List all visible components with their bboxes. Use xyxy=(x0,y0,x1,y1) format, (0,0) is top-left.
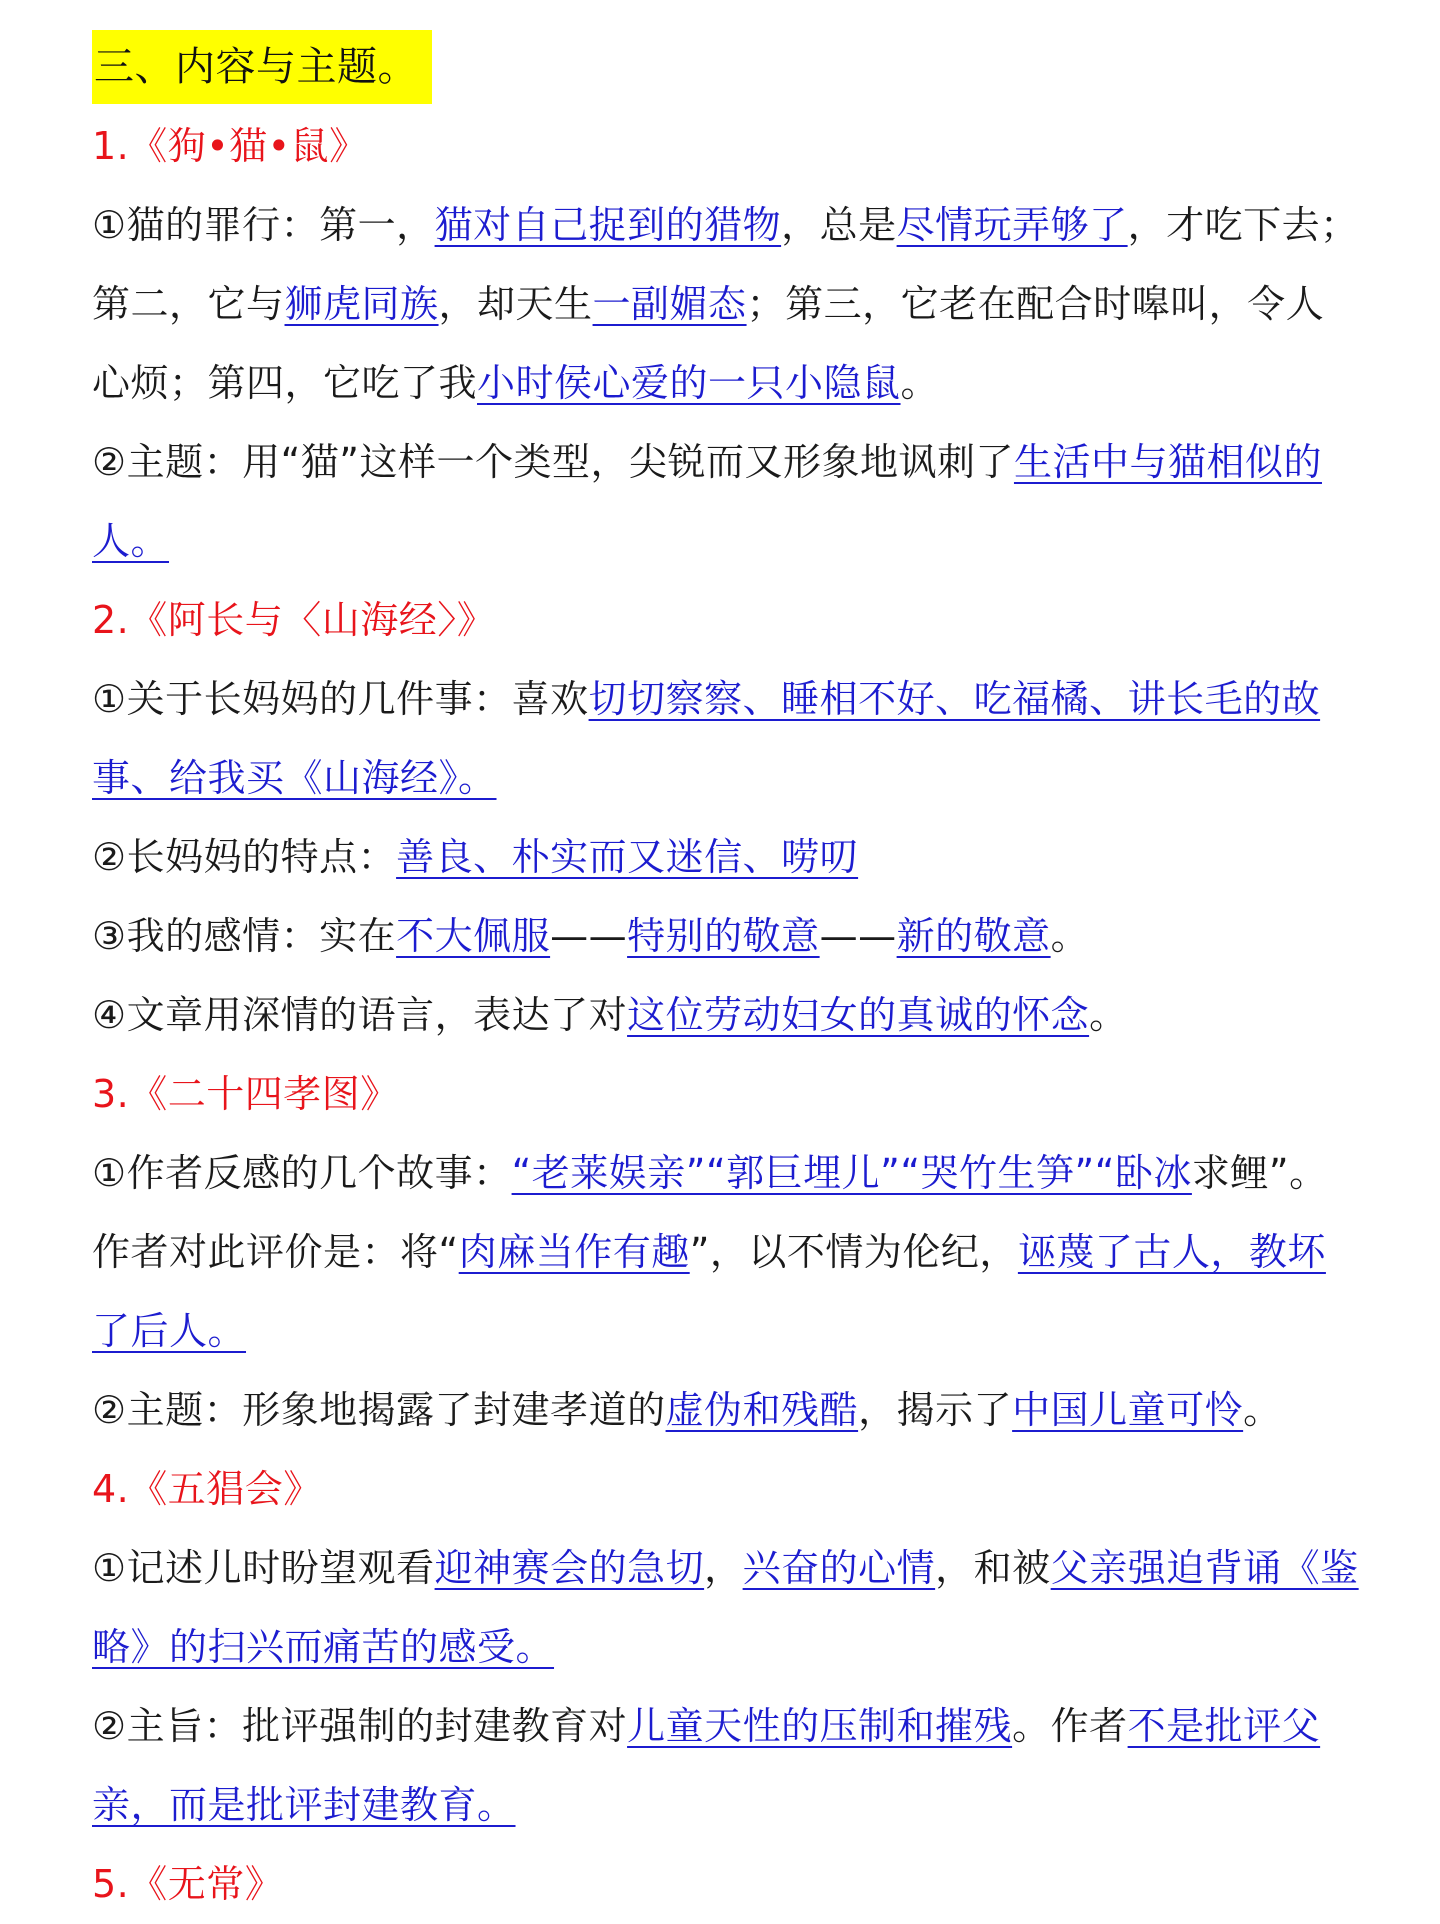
text-line xyxy=(92,739,1382,818)
underlined-answer: 诬蔑了古人，教坏 xyxy=(1017,1230,1326,1274)
plain-text: 作者对此评价是：将“ xyxy=(92,1230,459,1274)
plain-text: 心烦；第四，它吃了我 xyxy=(92,361,478,405)
underlined-answer: 善良、朴实而又迷信、唠叨 xyxy=(396,835,859,879)
section-title: 3.《二十四孝图》 xyxy=(92,1072,399,1116)
plain-text: —— xyxy=(550,914,628,958)
plain-text: ；第三，它老在配合时嗥叫，令人 xyxy=(746,282,1325,326)
text-line xyxy=(92,1134,1382,1213)
content-body xyxy=(92,107,1382,1924)
underlined-answer: 不是批评父 xyxy=(1127,1704,1321,1748)
plain-text: ①关于长妈妈的几件事：喜欢 xyxy=(92,677,589,721)
text-line xyxy=(92,897,1382,976)
underlined-answer: 人。 xyxy=(92,519,170,563)
underlined-answer: 事、给我买《山海经》。 xyxy=(92,756,497,800)
plain-text: ，才吃下去； xyxy=(1127,203,1359,247)
plain-text: 。 xyxy=(900,361,940,405)
underlined-answer: 略》的扫兴而痛苦的感受。 xyxy=(92,1625,555,1669)
plain-text: ”，以不情为伦纪， xyxy=(689,1230,1018,1274)
text-line xyxy=(92,660,1382,739)
plain-text: ①记述儿时盼望观看 xyxy=(92,1546,435,1590)
text-line xyxy=(92,1687,1382,1766)
underlined-answer: 切切察察、睡相不好、吃福橘、讲长毛的故 xyxy=(588,677,1321,721)
underlined-answer: 兴奋的心情 xyxy=(742,1546,936,1590)
plain-text: 求鲤”。 xyxy=(1191,1151,1328,1195)
underlined-answer: 生活中与猫相似的 xyxy=(1013,440,1322,484)
plain-text: ④文章用深情的语言，表达了对 xyxy=(92,993,628,1037)
text-line xyxy=(92,344,1382,423)
underlined-answer: 一副媚态 xyxy=(592,282,747,326)
underlined-answer: 父亲强迫背诵《鉴 xyxy=(1050,1546,1359,1590)
underlined-answer: 尽情玩弄够了 xyxy=(896,203,1128,247)
plain-text: ③我的感情：实在 xyxy=(92,914,397,958)
plain-text: 。 xyxy=(1089,993,1128,1037)
plain-text: 。作者 xyxy=(1012,1704,1128,1748)
underlined-answer: 肉麻当作有趣 xyxy=(458,1230,690,1274)
underlined-answer: 亲，而是批评封建教育。 xyxy=(92,1783,516,1827)
plain-text: ②长妈妈的特点： xyxy=(92,835,397,879)
underlined-answer: “老莱娱亲”“郭巨埋儿”“哭竹生笋”“卧冰 xyxy=(511,1151,1192,1195)
text-line xyxy=(92,1766,1382,1845)
text-line xyxy=(92,1608,1382,1687)
plain-text: —— xyxy=(819,914,897,958)
underlined-answer: 了后人。 xyxy=(92,1309,247,1353)
text-line xyxy=(92,186,1382,265)
underlined-answer: 这位劳动妇女的真诚的怀念 xyxy=(627,993,1090,1037)
plain-text: ②主题：用“猫”这样一个类型，尖锐而又形象地讽刺了 xyxy=(92,440,1014,484)
text-line xyxy=(92,502,1382,581)
section-title: 4.《五猖会》 xyxy=(92,1467,322,1511)
underlined-answer: 狮虎同族 xyxy=(284,282,439,326)
document-page xyxy=(92,28,1382,1924)
heading-row xyxy=(92,28,1382,107)
underlined-answer: 小时侯心爱的一只小隐鼠 xyxy=(477,361,901,405)
section-title: 2.《阿长与〈山海经〉》 xyxy=(92,598,496,642)
underlined-answer: 虚伪和残酷 xyxy=(665,1388,859,1432)
plain-text: ②主题：形象地揭露了封建孝道的 xyxy=(92,1388,666,1432)
plain-text: ②主旨：批评强制的封建教育对 xyxy=(92,1704,628,1748)
text-line xyxy=(92,1292,1382,1371)
plain-text: ，却天生 xyxy=(438,282,593,326)
section-title: 5.《无常》 xyxy=(92,1862,284,1906)
underlined-answer: 中国儿童可怜 xyxy=(1012,1388,1244,1432)
text-line xyxy=(92,1529,1382,1608)
text-line xyxy=(92,265,1382,344)
plain-text: ， xyxy=(704,1546,743,1590)
underlined-answer: 特别的敬意 xyxy=(627,914,820,958)
plain-text: 。 xyxy=(1243,1388,1282,1432)
underlined-answer: 猫对自己捉到的猎物 xyxy=(434,203,782,247)
underlined-answer: 迎神赛会的急切 xyxy=(434,1546,705,1590)
plain-text: 。 xyxy=(1050,914,1090,958)
text-line xyxy=(92,1371,1382,1450)
underlined-answer: 不大佩服 xyxy=(396,914,551,958)
plain-text: ，揭示了 xyxy=(858,1388,1013,1432)
plain-text: 第二，它与 xyxy=(92,282,285,326)
section-title: 1.《狗•猫•鼠》 xyxy=(92,124,368,168)
plain-text: ，和被 xyxy=(935,1546,1051,1590)
text-line xyxy=(92,976,1382,1055)
section-heading: 三、内容与主题。 xyxy=(92,30,432,104)
plain-text: ，总是 xyxy=(781,203,897,247)
text-line xyxy=(92,1213,1382,1292)
underlined-answer: 儿童天性的压制和摧残 xyxy=(627,1704,1013,1748)
plain-text: ①猫的罪行：第一， xyxy=(92,203,435,247)
underlined-answer: 新的敬意 xyxy=(896,914,1051,958)
text-line xyxy=(92,423,1382,502)
plain-text: ①作者反感的几个故事： xyxy=(92,1151,512,1195)
text-line xyxy=(92,818,1382,897)
